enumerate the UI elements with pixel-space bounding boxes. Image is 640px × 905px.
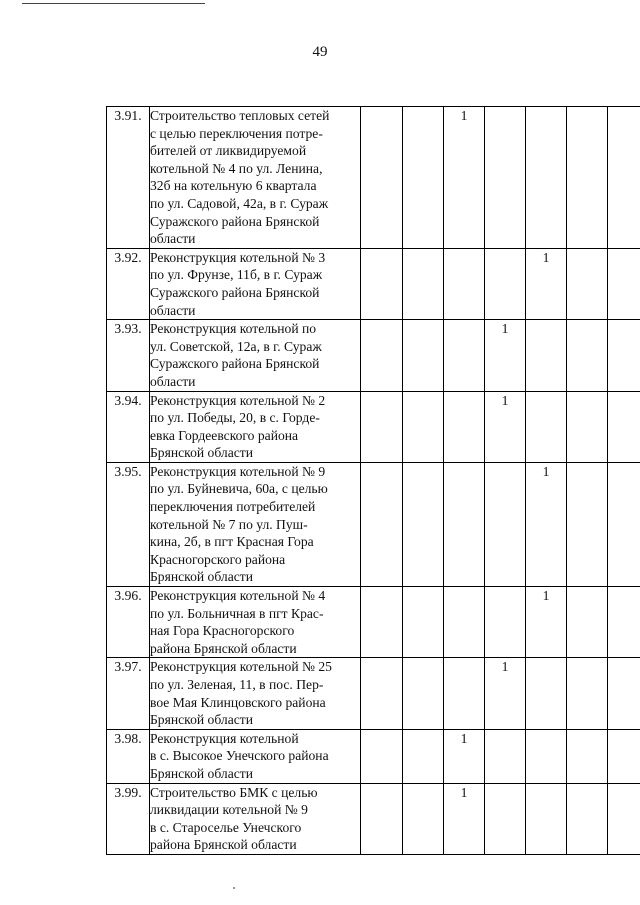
- row-title: Реконструкция котельной № 3 по ул. Фрунзе, 11б, в г. Сураж Суражского района Брянской области: [150, 249, 326, 318]
- mark-cell: [608, 248, 640, 319]
- row-title-cell: [150, 391, 361, 462]
- table-row: [107, 587, 640, 658]
- top-rule: [22, 3, 205, 4]
- mark-cell: [608, 462, 640, 586]
- row-title-cell: [150, 729, 361, 783]
- mark-cell: [567, 658, 608, 729]
- row-number: 3.98.: [107, 729, 150, 783]
- table-row: [107, 248, 640, 319]
- row-title: Реконструкция котельной по ул. Советской, 12а, в г. Сураж Суражского района Брянской области: [150, 321, 322, 389]
- mark-cell: 1: [526, 462, 567, 586]
- mark-cell: [567, 729, 608, 783]
- row-title-cell: [150, 587, 361, 658]
- mark-cell: [403, 462, 444, 586]
- row-number: 3.93.: [107, 320, 150, 391]
- table-row: [107, 320, 640, 391]
- mark-cell: [567, 391, 608, 462]
- mark-cell: [608, 729, 640, 783]
- mark-cell: [567, 783, 608, 854]
- row-title-cell: [150, 462, 361, 586]
- mark-cell: [485, 107, 526, 249]
- mark-cell: [403, 658, 444, 729]
- mark-cell: [526, 783, 567, 854]
- mark-cell: [608, 587, 640, 658]
- row-title: Реконструкция котельной № 2 по ул. Победы, 20, в с. Горде- евка Гордеевского района Брянской области: [150, 392, 326, 461]
- table-row: [107, 658, 640, 729]
- mark-cell: [361, 462, 403, 586]
- mark-cell: [361, 729, 403, 783]
- row-title-cell: [150, 320, 361, 391]
- mark-cell: [608, 320, 640, 391]
- mark-cell: [526, 658, 567, 729]
- row-title: Строительство БМК с целью ликвидации котельной № 9 в с. Староселье Унечского района Брянской области: [150, 784, 318, 853]
- row-title-cell: [150, 783, 361, 854]
- row-number: 3.96.: [107, 587, 150, 658]
- mark-cell: [361, 587, 403, 658]
- row-number: 3.94.: [107, 391, 150, 462]
- mark-cell: [444, 320, 485, 391]
- mark-cell: [485, 729, 526, 783]
- row-title-cell: [150, 107, 361, 249]
- mark-cell: [526, 107, 567, 249]
- row-title: Реконструкция котельной № 25 по ул. Зеленая, 11, в пос. Пер- вое Мая Клинцовского района Брянской области: [150, 659, 332, 728]
- table-row: [107, 107, 640, 249]
- mark-cell: [526, 391, 567, 462]
- mark-cell: [485, 462, 526, 586]
- mark-cell: [403, 587, 444, 658]
- row-title-cell: [150, 658, 361, 729]
- table-row: [107, 391, 640, 462]
- mark-cell: [403, 248, 444, 319]
- mark-cell: [403, 729, 444, 783]
- mark-cell: [608, 658, 640, 729]
- mark-cell: [567, 587, 608, 658]
- mark-cell: [361, 658, 403, 729]
- mark-cell: [361, 391, 403, 462]
- projects-table: [106, 106, 640, 855]
- mark-cell: [444, 391, 485, 462]
- mark-cell: 1: [485, 320, 526, 391]
- table-row: [107, 729, 640, 783]
- mark-cell: [444, 587, 485, 658]
- row-number: 3.91.: [107, 107, 150, 249]
- mark-cell: [526, 729, 567, 783]
- mark-cell: 1: [444, 107, 485, 249]
- row-title-cell: [150, 248, 361, 319]
- mark-cell: [567, 462, 608, 586]
- mark-cell: [567, 320, 608, 391]
- mark-cell: [444, 248, 485, 319]
- mark-cell: [444, 658, 485, 729]
- mark-cell: [485, 783, 526, 854]
- table-row: [107, 783, 640, 854]
- mark-cell: [608, 783, 640, 854]
- mark-cell: [403, 391, 444, 462]
- mark-cell: 1: [526, 248, 567, 319]
- row-title: Строительство тепловых сетей с целью переключения потре- бителей от ликвидируемой котельной № 4 по ул. Ленина, 32б на котельную 6 квартала по ул. Садовой, 42а, в г. Сураж Суражского района Брянской области: [150, 108, 330, 247]
- mark-cell: 1: [444, 783, 485, 854]
- mark-cell: [567, 107, 608, 249]
- speck: [233, 887, 235, 889]
- table-row: [107, 462, 640, 586]
- mark-cell: [444, 462, 485, 586]
- mark-cell: [608, 107, 640, 249]
- mark-cell: [361, 320, 403, 391]
- row-title: Реконструкция котельной в с. Высокое Унечского района Брянской области: [150, 730, 329, 781]
- mark-cell: [361, 783, 403, 854]
- mark-cell: [361, 248, 403, 319]
- mark-cell: 1: [444, 729, 485, 783]
- mark-cell: [403, 320, 444, 391]
- mark-cell: [485, 248, 526, 319]
- mark-cell: 1: [485, 658, 526, 729]
- mark-cell: [403, 783, 444, 854]
- mark-cell: [567, 248, 608, 319]
- page-number: 49: [312, 44, 328, 60]
- row-title: Реконструкция котельной № 9 по ул. Буйневича, 60а, с целью переключения потребителей котельной № 7 по ул. Пуш- кина, 2б, в пгт Красная Гора Красногорского района Брянской области: [150, 463, 328, 585]
- table-body: [107, 107, 640, 855]
- mark-cell: [403, 107, 444, 249]
- mark-cell: [608, 391, 640, 462]
- row-title: Реконструкция котельной № 4 по ул. Больничная в пгт Крас- ная Гора Красногорского района Брянской области: [150, 588, 326, 656]
- row-number: 3.99.: [107, 783, 150, 854]
- mark-cell: 1: [526, 587, 567, 658]
- row-number: 3.92.: [107, 248, 150, 319]
- mark-cell: [361, 107, 403, 249]
- row-number: 3.97.: [107, 658, 150, 729]
- mark-cell: [485, 587, 526, 658]
- mark-cell: [526, 320, 567, 391]
- row-number: 3.95.: [107, 462, 150, 586]
- mark-cell: 1: [485, 391, 526, 462]
